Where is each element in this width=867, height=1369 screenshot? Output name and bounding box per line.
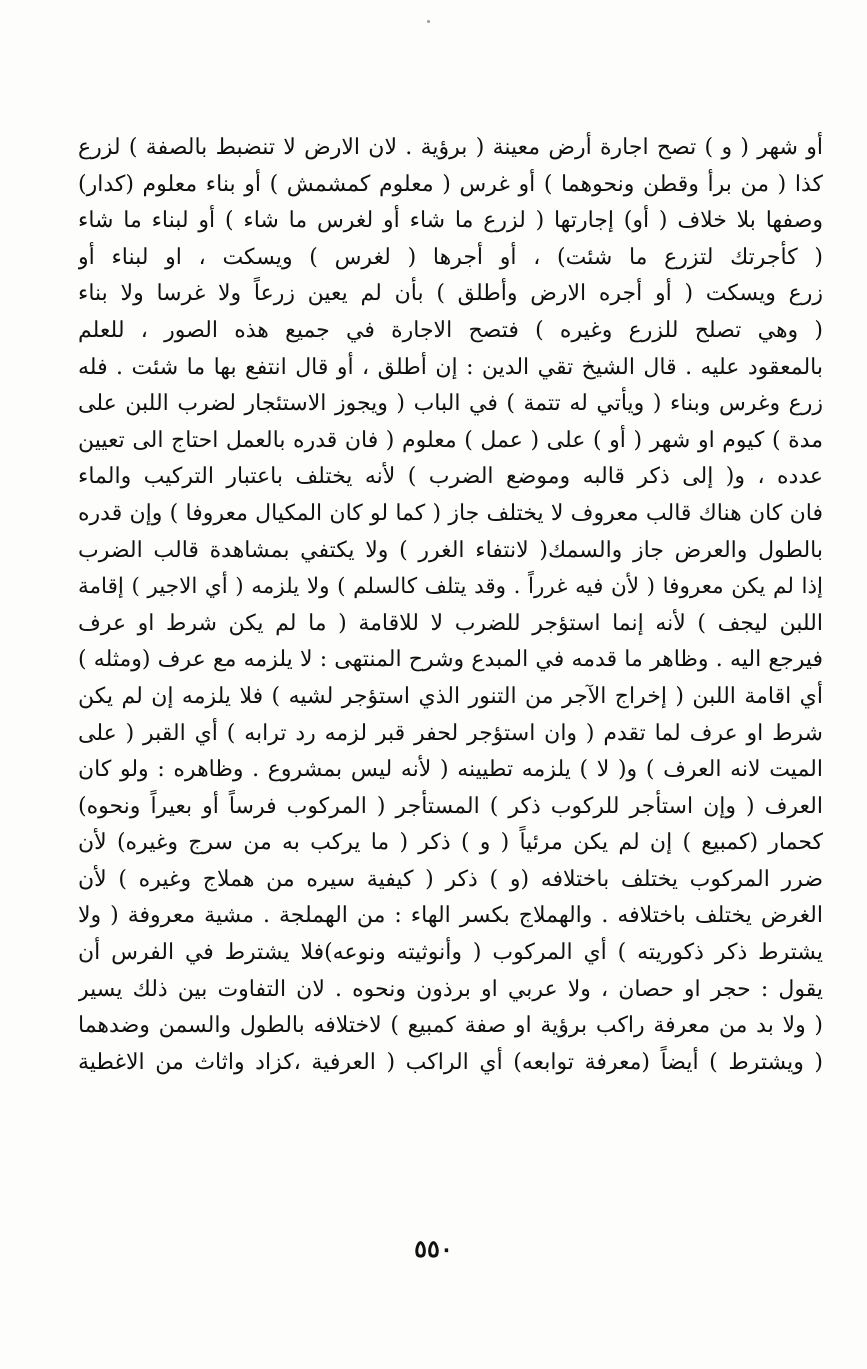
scan-speck <box>427 20 430 23</box>
text-line: عدده ، و( إلى ذكر قالبه وموضع الضرب ) لأنه يختلف باعتبار التركيب والماء <box>78 464 823 490</box>
text-line: كذا ( من برأ وقطن ونحوهما ) أو غرس ( معلوم كمشمش ) أو بناء معلوم (كدار) <box>78 171 823 197</box>
text-line: الغرض يختلف باختلافه . والهملاج بكسر الهاء : من الهملجة . مشية معروفة ( ولا <box>78 903 823 929</box>
text-line: إذا لم يكن معروفا ( لأن فيه غرراً . وقد يتلف كالسلم ) ولا يلزمه ( أي الاجير ) إقامة <box>78 574 823 600</box>
text-line: أي اقامة اللبن ( إخراج الآجر من التنور الذي استؤجر لشيه ) فلا يلزمه إن لم يكن <box>78 683 823 709</box>
text-line: ( وهي تصلح للزرع وغيره ) فتصح الاجارة في جميع هذه الصور ، للعلم <box>78 317 823 343</box>
text-line: أو شهر ( و ) تصح اجارة أرض معينة ( برؤية . لان الارض لا تنضبط بالصفة ) لزرع <box>78 135 823 160</box>
text-line: كحمار (كمبيع ) إن لم يكن مرئياً ( و ) ذكر ( ما يركب به من سرج وغيره) لأن <box>78 830 823 856</box>
text-line: الميت لانه العرف ) و( لا ) يلزمه تطيينه ( لأنه ليس بمشروع . وظاهره : ولو كان <box>78 757 823 783</box>
text-line: فان كان هناك قالب معروف لا يختلف جاز ( كما لو كان المكيال معروفا ) وإن قدره <box>78 500 823 526</box>
text-line: العرف ( وإن استأجر للركوب ذكر ) المستأجر ( المركوب فرساً أو بعيراً ونحوه) <box>78 793 823 819</box>
text-line: ( ولا بد من معرفة راكب برؤية او صفة كمبيع ) لاختلافه بالطول والسمن وضدهما <box>78 1013 823 1039</box>
text-line: شرط او عرف لما تقدم ( وان استؤجر لحفر قبر لزمه رد ترابه ) أي القبر ( على <box>78 720 823 746</box>
text-line: ( كأجرتك لتزرع ما شئت) ، أو أجرها ( لغرس ) ويسكت ، او لبناء أو <box>78 244 823 270</box>
text-line: مدة ) كيوم او شهر ( أو ) على ( عمل ) معلوم ( فان قدره بالعمل احتاج الى تعيين <box>78 427 823 453</box>
text-line: زرع وغرس وبناء ( ويأتي له تتمة ) في الباب ( ويجوز الاستئجار لضرب اللبن على <box>78 391 823 417</box>
page-number: ٥٥٠ <box>414 1234 453 1263</box>
text-line: يشترط ذكر ذكوريته ) أي المركوب ( وأنوثيته ونوعه)فلا يشترط في الفرس أن <box>78 940 823 966</box>
text-line: وصفها بلا خلاف ( أو) إجارتها ( لزرع ما شاء أو لغرس ما شاء ) أو لبناء ما شاء <box>78 208 823 234</box>
text-line: فيرجع اليه . وظاهر ما قدمه في المبدع وشرح المنتهى : لا يلزمه مع عرف (ومثله ) <box>78 647 823 673</box>
text-line: ( ويشترط ) أيضاً (معرفة توابعه) أي الراكب ( العرفية ،كزاد واثاث من الاغطية <box>78 1049 823 1075</box>
text-line: بالطول والعرض جاز والسمك( لانتفاء الغرر ) ولا يكتفي بمشاهدة قالب الضرب <box>78 537 823 563</box>
text-line: بالمعقود عليه . قال الشيخ تقي الدين : إن أطلق ، أو قال انتفع بها ما شئت . فله <box>78 354 823 380</box>
page-body-text <box>78 130 823 1081</box>
text-line: اللبن ليجف ) لأنه إنما استؤجر للضرب لا للاقامة ( ما لم يكن شرط او عرف <box>78 610 823 636</box>
text-line: ضرر المركوب يختلف باختلافه (و ) ذكر ( كيفية سيره من هملاج وغيره ) لأن <box>78 866 823 892</box>
text-line: يقول : حجر او حصان ، ولا عربي او برذون ونحوه . لان التفاوت بين ذلك يسير <box>78 976 823 1002</box>
text-line: زرع ويسكت ( أو أجره الارض وأطلق ) بأن لم يعين زرعاً ولا غرسا ولا بناء <box>78 281 823 307</box>
